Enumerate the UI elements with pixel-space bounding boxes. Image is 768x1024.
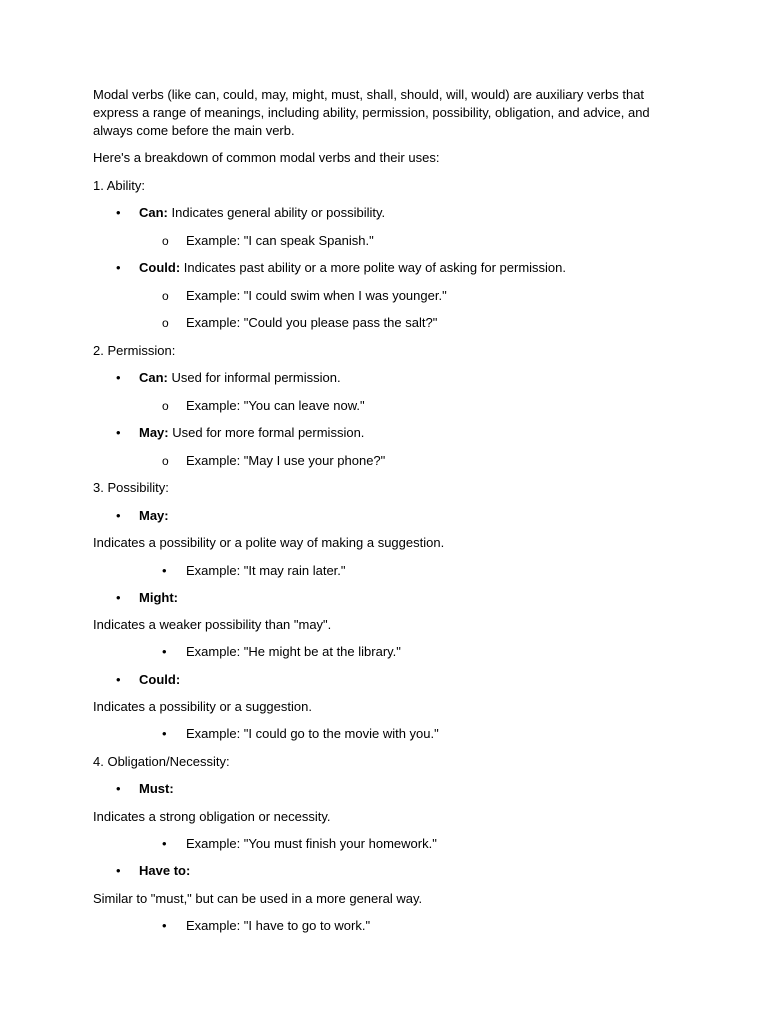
bullet-icon: •	[162, 726, 167, 741]
sub-bullet-icon: o	[162, 316, 169, 330]
bullet-icon: •	[116, 370, 121, 385]
obligation-must-description: Indicates a strong obligation or necessity.	[93, 809, 331, 824]
obligation-must-term: Must:	[139, 781, 174, 796]
breakdown-paragraph: Here's a breakdown of common modal verbs and their uses:	[93, 150, 440, 165]
bullet-icon: •	[162, 836, 167, 851]
sub-bullet-icon: o	[162, 399, 169, 413]
bullet-icon: •	[116, 425, 121, 440]
ability-heading: 1. Ability:	[93, 178, 146, 193]
possibility-could-term: Could:	[139, 672, 181, 687]
possibility-may-example: Example: "It may rain later."	[186, 563, 346, 578]
bullet-icon: •	[162, 563, 167, 578]
possibility-heading: 3. Possibility:	[93, 480, 169, 495]
term: Can:	[139, 370, 168, 385]
obligation-haveto-example: Example: "I have to go to work."	[186, 918, 371, 933]
obligation-must-example: Example: "You must finish your homework."	[186, 836, 437, 851]
possibility-might-term: Might:	[139, 590, 178, 605]
term: Can:	[139, 205, 168, 220]
permission-can-example: Example: "You can leave now."	[186, 398, 365, 413]
bullet-icon: •	[116, 205, 121, 220]
possibility-may-description: Indicates a possibility or a polite way of making a suggestion.	[93, 535, 445, 550]
permission-heading: 2. Permission:	[93, 343, 176, 358]
permission-can-item	[139, 369, 341, 387]
bullet-icon: •	[116, 260, 121, 275]
ability-could-item	[139, 259, 566, 277]
bullet-icon: •	[116, 590, 121, 605]
sub-bullet-icon: o	[162, 454, 169, 468]
bullet-icon: •	[162, 644, 167, 659]
description: Used for informal permission.	[167, 370, 341, 385]
sub-bullet-icon: o	[162, 289, 169, 303]
possibility-could-example: Example: "I could go to the movie with you."	[186, 726, 439, 741]
possibility-could-description: Indicates a possibility or a suggestion.	[93, 699, 312, 714]
term: May:	[139, 425, 169, 440]
permission-may-example: Example: "May I use your phone?"	[186, 453, 386, 468]
obligation-haveto-term: Have to:	[139, 863, 191, 878]
description: Indicates past ability or a more polite way of asking for permission.	[180, 260, 566, 275]
term: Could:	[139, 260, 181, 275]
ability-can-item	[139, 204, 385, 222]
possibility-may-term: May:	[139, 508, 169, 523]
permission-may-item	[139, 424, 364, 442]
possibility-might-example: Example: "He might be at the library."	[186, 644, 401, 659]
ability-can-example: Example: "I can speak Spanish."	[186, 233, 374, 248]
bullet-icon: •	[116, 863, 121, 878]
obligation-heading: 4. Obligation/Necessity:	[93, 754, 230, 769]
ability-could-example-2: Example: "Could you please pass the salt?"	[186, 315, 438, 330]
obligation-haveto-description: Similar to "must," but can be used in a more general way.	[93, 891, 423, 906]
bullet-icon: •	[116, 508, 121, 523]
possibility-might-description: Indicates a weaker possibility than "may".	[93, 617, 332, 632]
description: Used for more formal permission.	[168, 425, 365, 440]
description: Indicates general ability or possibility.	[167, 205, 386, 220]
bullet-icon: •	[116, 781, 121, 796]
bullet-icon: •	[162, 918, 167, 933]
intro-paragraph: Modal verbs (like can, could, may, might, must, shall, should, will, would) are auxiliary verbs that express a range of meanings, including ability, permission, possibility, obligation, and advice, and always come before the main verb.	[93, 87, 650, 138]
bullet-icon: •	[116, 672, 121, 687]
ability-could-example-1: Example: "I could swim when I was younger."	[186, 288, 447, 303]
sub-bullet-icon: o	[162, 234, 169, 248]
